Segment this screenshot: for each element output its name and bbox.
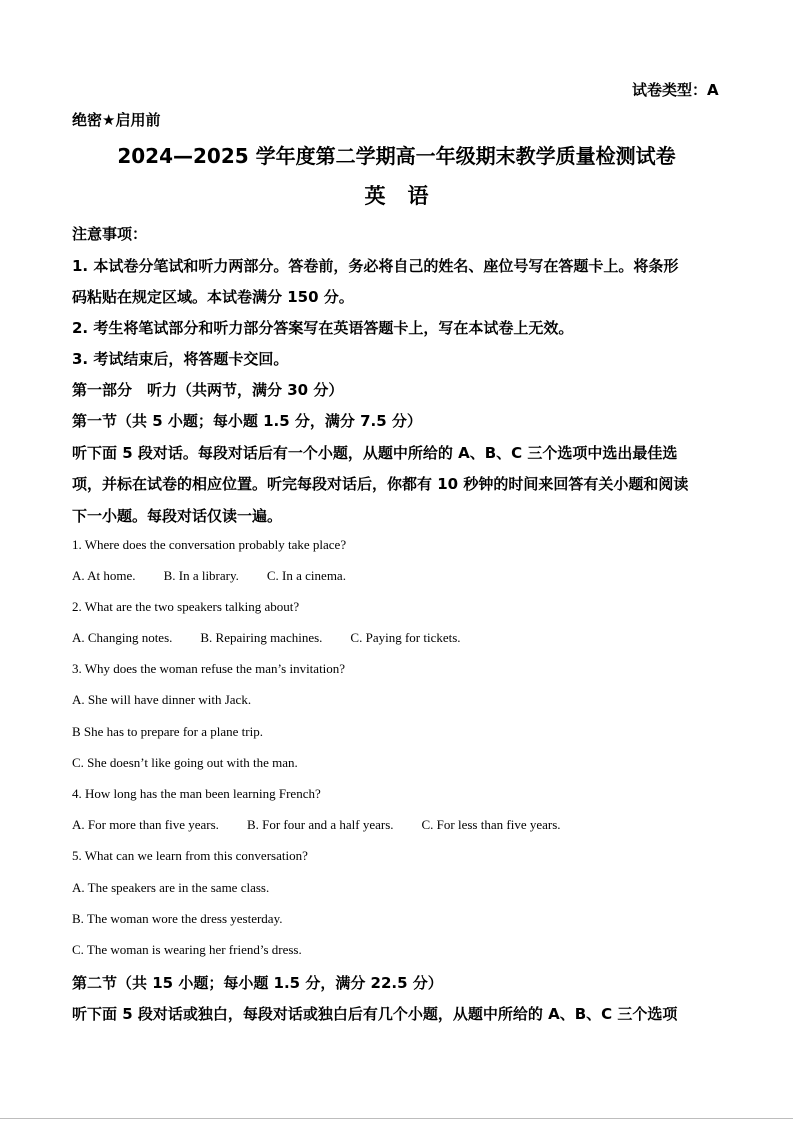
notice-item-2: 2. 考生将笔试部分和听力部分答案写在英语答题卡上，写在本试卷上无效。 — [72, 319, 574, 337]
section1-instruction-line-2: 项，并标在试卷的相应位置。听完每段对话后，你都有 10 秒钟的时间来回答有关小题和阅读 — [72, 475, 689, 493]
notice-item-3: 3. 考试结束后，将答题卡交回。 — [72, 350, 289, 368]
paper-type-label: 试卷类型：A — [632, 81, 719, 99]
section1-instruction-line-3: 下一小题。每段对话仅读一遍。 — [72, 507, 283, 525]
question-3-option-c: C. She doesn’t like going out with the man. — [72, 755, 298, 770]
exam-title: 2024—2025 学年度第二学期高一年级期末教学质量检测试卷 — [117, 144, 676, 168]
page-bottom-divider — [0, 1118, 793, 1119]
question-3-option-b: B She has to prepare for a plane trip. — [72, 724, 263, 739]
question-4-options — [72, 817, 589, 833]
question-2-options — [72, 630, 489, 646]
notice-heading: 注意事项： — [72, 225, 148, 243]
question-4-option-c: C. For less than five years. — [421, 817, 561, 832]
question-2-option-b: B. Repairing machines. — [200, 630, 323, 645]
question-5-option-c: C. The woman is wearing her friend’s dress. — [72, 942, 302, 957]
section2-instruction-line-1: 听下面 5 段对话或独白，每段对话或独白后有几个小题，从题中所给的 A、B、C 三个选项 — [72, 1005, 678, 1023]
notice-item-1-line-1: 1. 本试卷分笔试和听力两部分。答卷前，务必将自己的姓名、座位号写在答题卡上。将条形 — [72, 257, 679, 275]
question-1-options — [72, 568, 374, 584]
subject-title: 英语 — [364, 184, 451, 208]
question-5-option-b: B. The woman wore the dress yesterday. — [72, 911, 283, 926]
question-5-option-a: A. The speakers are in the same class. — [72, 880, 270, 895]
question-1-option-a: A. At home. — [72, 568, 136, 583]
question-3-stem: 3. Why does the woman refuse the man’s invitation? — [72, 661, 346, 676]
question-2-option-c: C. Paying for tickets. — [350, 630, 461, 645]
section1-heading: 第一节（共 5 小题；每小题 1.5 分，满分 7.5 分） — [72, 412, 422, 430]
question-2-option-a: A. Changing notes. — [72, 630, 173, 645]
question-1-stem: 1. Where does the conversation probably take place? — [72, 537, 347, 552]
question-5-stem: 5. What can we learn from this conversation? — [72, 848, 308, 863]
question-3-option-a: A. She will have dinner with Jack. — [72, 692, 252, 707]
question-4-option-a: A. For more than five years. — [72, 817, 219, 832]
question-1-option-b: B. In a library. — [163, 568, 239, 583]
question-4-option-b: B. For four and a half years. — [246, 817, 394, 832]
part1-heading: 第一部分 听力（共两节，满分 30 分） — [72, 381, 344, 399]
question-4-stem: 4. How long has the man been learning French? — [72, 786, 321, 801]
section2-heading: 第二节（共 15 小题；每小题 1.5 分，满分 22.5 分） — [72, 974, 443, 992]
question-2-stem: 2. What are the two speakers talking about? — [72, 599, 300, 614]
section1-instruction-line-1: 听下面 5 段对话。每段对话后有一个小题，从题中所给的 A、B、C 三个选项中选出最佳选 — [72, 444, 678, 462]
secret-mark: 绝密★启用前 — [72, 111, 161, 129]
notice-item-1-line-2: 码粘贴在规定区域。本试卷满分 150 分。 — [72, 288, 354, 306]
question-1-option-c: C. In a cinema. — [266, 568, 346, 583]
